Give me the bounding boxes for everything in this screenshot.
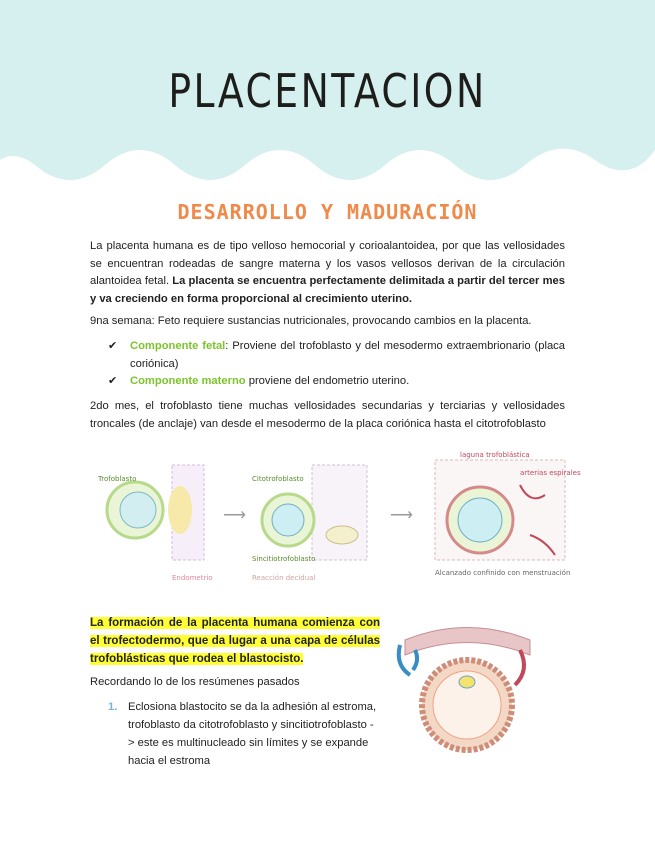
- list-item: [108, 373, 565, 391]
- list-text: Eclosiona blastocito se da la adhesión al estroma, trofoblasto da citotrofoblasto y sincitiotrofoblasto -> este es multinucleado sin límites y se expande hacia el estroma: [128, 701, 377, 767]
- section-title: DESARROLLO Y MADURACIÓN: [177, 200, 478, 224]
- diagram-label: Reacción decidual: [252, 574, 316, 582]
- list-item: [108, 698, 378, 770]
- diagram-label: Trofoblasto: [98, 475, 137, 483]
- diagram-panel-3: [435, 451, 581, 577]
- week-paragraph: 9na semana: Feto requiere sustancias nutricionales, provocando cambios en la placenta.: [90, 315, 532, 327]
- highlight-text: La formación de la placenta humana comienza con el trofectodermo, que da lugar a una capa de células trofoblásticas que rodea el blastocisto.: [90, 617, 380, 665]
- intro-paragraph: [90, 238, 565, 308]
- implantation-diagram: [90, 445, 585, 600]
- checkmark-icon: ✔: [108, 375, 118, 387]
- diagram-label: laguna trofoblástica: [460, 451, 530, 459]
- numbered-list: [108, 698, 378, 770]
- list-number: 1.: [108, 701, 118, 713]
- page-title: PLACENTACION: [168, 64, 487, 118]
- highlighted-paragraph: [90, 614, 380, 668]
- diagram-panel-2: [252, 465, 367, 582]
- diagram-panel-1: [97, 465, 213, 582]
- diagram-label: Sincitiotrofoblasto: [252, 555, 316, 563]
- list-term: Componente materno: [130, 375, 246, 387]
- diagram-label: Citotrofoblasto: [252, 475, 304, 483]
- list-text: proviene del endometrio uterino.: [245, 375, 410, 387]
- diagram-label: arterias espirales: [520, 469, 581, 477]
- list-text: : Proviene del trofoblasto y del mesodermo extraembrionario (placa coriónica): [130, 340, 565, 370]
- checkmark-icon: ✔: [108, 340, 118, 352]
- placenta-diagram: [395, 610, 540, 760]
- arrow-icon: ⟶: [390, 507, 413, 524]
- arrow-icon: ⟶: [223, 507, 246, 524]
- diagram-label: Endometrio: [172, 574, 213, 582]
- component-checklist: [108, 338, 565, 391]
- recall-line: Recordando lo de los resúmenes pasados: [90, 676, 300, 688]
- list-term: Componente fetal: [130, 340, 226, 352]
- intro-text: La placenta humana es de tipo velloso hemocorial y corioalantoidea, por que las vellosidades se encuentran rodeadas de sangre materna y los vasos vellosos derivan de la circulación alantoidea fetal.: [90, 240, 565, 287]
- intro-bold-text: La placenta se encuentra perfectamente delimitada a partir del tercer mes y va creciendo en forma proporcional al crecimiento uterino.: [90, 275, 565, 305]
- month-paragraph: 2do mes, el trofoblasto tiene muchas vellosidades secundarias y terciarias y vellosidades troncales (de anclaje) van desde el mesodermo de la placa coriónica hasta el citotrofoblasto: [90, 400, 565, 430]
- diagram-label: Alcanzado confinido con menstruación: [435, 569, 571, 577]
- list-item: [108, 338, 565, 373]
